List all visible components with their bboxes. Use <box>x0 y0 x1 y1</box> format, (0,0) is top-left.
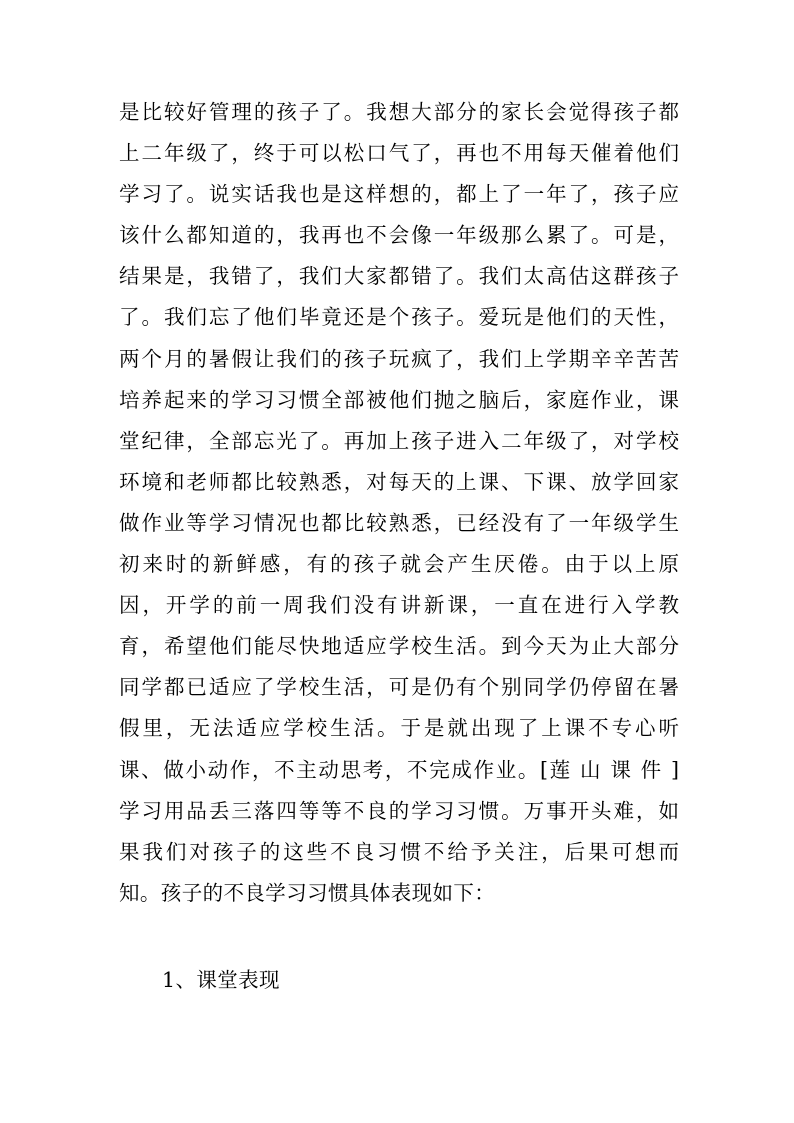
paragraph-line: 结果是，我错了，我们大家都错了。我们太高估这群孩子 <box>119 264 679 289</box>
paragraph-line: 了。我们忘了他们毕竟还是个孩子。爱玩是他们的天性， <box>119 305 679 330</box>
paragraph-line: 两个月的暑假让我们的孩子玩疯了，我们上学期辛辛苦苦 <box>119 346 679 371</box>
paragraph-line: 环境和老师都比较熟悉，对每天的上课、下课、放学回家 <box>119 469 679 494</box>
paragraph-line: 做作业等学习情况也都比较熟悉，已经没有了一年级学生 <box>119 510 679 535</box>
paragraph-line: 学习用品丢三落四等等不良的学习习惯。万事开头难，如 <box>119 798 679 823</box>
section-heading: 1、课堂表现 <box>162 968 280 992</box>
paragraph-line: 是比较好管理的孩子了。我想大部分的家长会觉得孩子都 <box>119 100 679 124</box>
paragraph-line: 上二年级了，终于可以松口气了，再也不用每天催着他们 <box>119 141 679 166</box>
paragraph-line: 学习了。说实话我也是这样想的，都上了一年了，孩子应 <box>119 182 679 207</box>
paragraph-line: 知。孩子的不良学习习惯具体表现如下： <box>119 880 496 905</box>
body-paragraph <box>119 92 679 914</box>
paragraph-line: 堂纪律，全部忘光了。再加上孩子进入二年级了，对学校 <box>119 428 679 453</box>
paragraph-line: 初来时的新鲜感，有的孩子就会产生厌倦。由于以上原 <box>119 552 679 577</box>
paragraph-line: 同学都已适应了学校生活，可是仍有个别同学仍停留在暑 <box>119 675 679 700</box>
paragraph-line: 该什么都知道的，我再也不会像一年级那么累了。可是， <box>119 223 679 248</box>
paragraph-line: 培养起来的学习习惯全部被他们抛之脑后，家庭作业，课 <box>119 387 679 412</box>
paragraph-line: 假里，无法适应学校生活。于是就出现了上课不专心听 <box>119 716 679 741</box>
paragraph-line: 育，希望他们能尽快地适应学校生活。到今天为止大部分 <box>119 634 679 659</box>
paragraph-line: 果我们对孩子的这些不良习惯不给予关注，后果可想而 <box>119 839 679 864</box>
paragraph-line: 因，开学的前一周我们没有讲新课，一直在进行入学教 <box>119 593 679 618</box>
paragraph-line: 课、做小动作，不主动思考，不完成作业。[莲 山 课 件 ] <box>119 757 679 782</box>
